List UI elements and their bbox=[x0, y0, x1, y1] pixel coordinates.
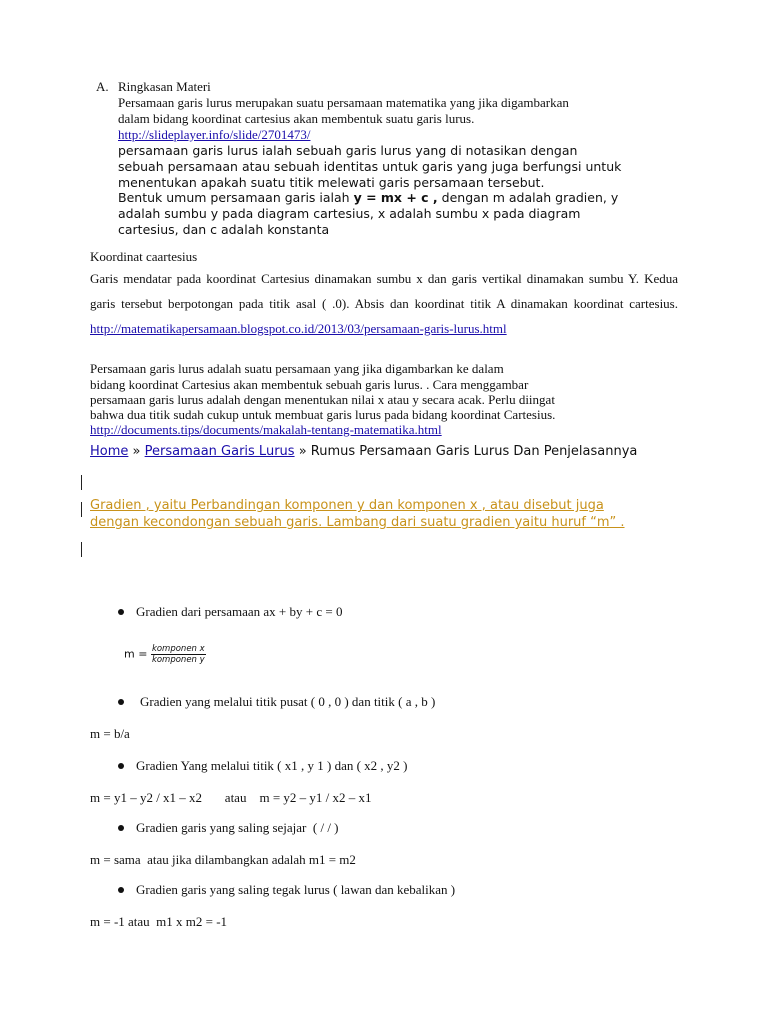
gradien-definition-line: Gradien , yaitu Perbandingan komponen y dan komponen x , atau disebut juga bbox=[90, 498, 604, 513]
formula-line: m = y1 – y2 / x1 – x2 atau m = y2 – y1 / x2 – x1 bbox=[90, 790, 372, 805]
bullet-icon bbox=[118, 825, 124, 831]
section-title: Ringkasan Materi bbox=[118, 79, 211, 94]
source-link-documents[interactable]: http://documents.tips/documents/makalah-tentang-matematika.html bbox=[90, 422, 442, 437]
bullet-icon bbox=[118, 609, 124, 615]
paragraph-line: persamaan garis lurus adalah dengan menentukan nilai x atau y secara acak. Perlu diingat bbox=[90, 392, 555, 407]
bullet-item: Gradien dari persamaan ax + by + c = 0 bbox=[136, 604, 343, 619]
formula-line: m = b/a bbox=[90, 726, 130, 741]
paragraph-line: menentukan apakah suatu titik melewati garis persamaan tersebut. bbox=[118, 175, 545, 190]
breadcrumb-home[interactable]: Home bbox=[90, 444, 129, 459]
bullet-icon bbox=[118, 699, 124, 705]
gradien-definition-line: dengan kecondongan sebuah garis. Lambang dari suatu gradien yaitu huruf “m” . bbox=[90, 515, 625, 530]
bullet-item: Gradien garis yang saling sejajar ( / / ) bbox=[136, 820, 339, 835]
bullet-item: Gradien garis yang saling tegak lurus ( lawan dan kebalikan ) bbox=[136, 882, 456, 897]
text-cursor bbox=[81, 502, 82, 517]
source-link-matematikapersamaan[interactable]: http://matematikapersamaan.blogspot.co.id/2013/03/persamaan-garis-lurus.html bbox=[90, 321, 507, 336]
bullet-icon bbox=[118, 763, 124, 769]
text-cursor bbox=[81, 475, 82, 490]
fraction: $\frac{\text{komponen x}}{\text{komponen y}}$ bbox=[151, 644, 205, 665]
breadcrumb: Home » Persamaan Garis Lurus » Rumus Persamaan Garis Lurus Dan Penjelasannya bbox=[90, 444, 638, 459]
paragraph-line: bidang koordinat Cartesius akan membentuk sebuah garis lurus. . Cara menggambar bbox=[90, 377, 529, 392]
koordinat-paragraph: Garis mendatar pada koordinat Cartesius dinamakan sumbu x dan garis vertikal dinamakan sumbu Y. Kedua garis tersebut berpotongan pada titik asal ( .0). Absis dan koordinat titik A dinamakan koordinat cartesius. http://matematikapersamaan.blogspot.co.id/2013/03/persamaan-garis-lurus.html bbox=[90, 271, 678, 336]
paragraph-line: sebuah persamaan atau sebuah identitas untuk garis yang juga berfungsi untuk bbox=[118, 159, 622, 174]
gradien-formula: m = $\frac{\text{komponen x}}{\text{komponen y}}$ bbox=[124, 644, 205, 665]
formula-line: m = -1 atau m1 x m2 = -1 bbox=[90, 914, 228, 929]
breadcrumb-category[interactable]: Persamaan Garis Lurus bbox=[144, 444, 295, 459]
paragraph-line: cartesius, dan c adalah konstanta bbox=[118, 222, 330, 237]
source-link-slideplayer[interactable]: http://slideplayer.info/slide/2701473/ bbox=[118, 127, 311, 142]
bullet-icon bbox=[118, 887, 124, 893]
formula-line: m = sama atau jika dilambangkan adalah m1 = m2 bbox=[90, 852, 356, 867]
paragraph-line: Persamaan garis lurus merupakan suatu persamaan matematika yang jika digambarkan bbox=[118, 95, 569, 110]
paragraph-line: Persamaan garis lurus adalah suatu persamaan yang jika digambarkan ke dalam bbox=[90, 361, 504, 376]
breadcrumb-current: Rumus Persamaan Garis Lurus Dan Penjelasannya bbox=[310, 444, 638, 459]
paragraph-line: dalam bidang koordinat cartesius akan membentuk suatu garis lurus. bbox=[118, 111, 475, 126]
text-cursor bbox=[81, 542, 82, 557]
paragraph-line: adalah sumbu y pada diagram cartesius, x adalah sumbu x pada diagram bbox=[118, 206, 581, 221]
list-marker-a: A. bbox=[96, 79, 109, 94]
bullet-item: Gradien yang melalui titik pusat ( 0 , 0 ) dan titik ( a , b ) bbox=[140, 694, 436, 709]
paragraph-line: bahwa dua titik sudah cukup untuk membuat garis lurus pada bidang koordinat Cartesius. bbox=[90, 407, 556, 422]
koordinat-heading: Koordinat caartesius bbox=[90, 249, 198, 264]
general-form-line: Bentuk umum persamaan garis ialah y = mx + c , dengan m adalah gradien, y bbox=[118, 190, 619, 205]
paragraph-line: persamaan garis lurus ialah sebuah garis lurus yang di notasikan dengan bbox=[118, 143, 578, 158]
bullet-item: Gradien Yang melalui titik ( x1 , y 1 ) dan ( x2 , y2 ) bbox=[136, 758, 408, 773]
general-form-formula: y = mx + c , bbox=[353, 190, 438, 205]
